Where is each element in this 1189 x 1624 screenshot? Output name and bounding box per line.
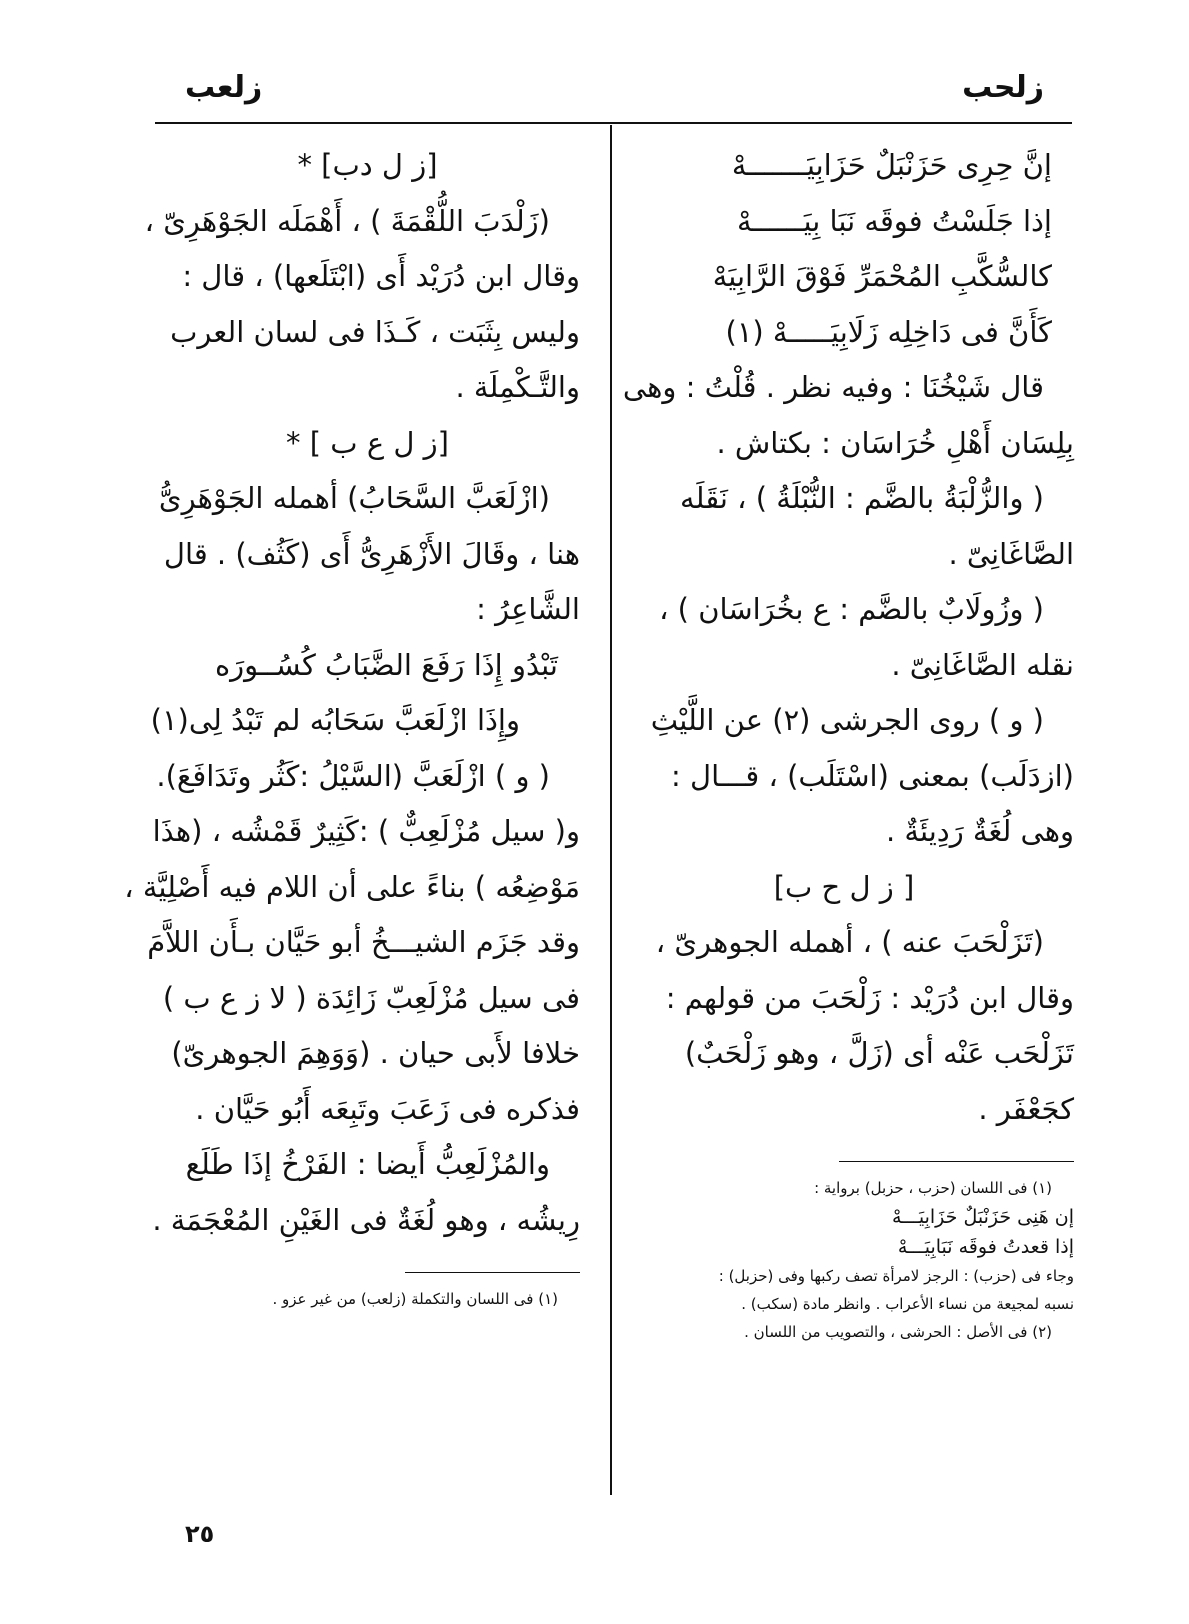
text-line: والمُزْلَعِبُّ أَيضا : الفَرْخُ إذَا طَلَع	[185, 1147, 550, 1181]
entry-heading: [ز ل دب] *	[297, 148, 438, 182]
page-number: ٢٥	[185, 1520, 215, 1548]
text-line: الشَّاعِرُ :	[476, 592, 580, 626]
footnote-line: (٢) فى الأصل : الحرشى ، والتصويب من اللسان .	[744, 1323, 1052, 1341]
footnote-line: (١) فى اللسان (حزب ، حزبل) برواية :	[814, 1179, 1052, 1197]
text-line: و( سيل مُزْلَعِبٌّ ) :كَثِيرٌ قَمْشُه ، (هذَا	[152, 814, 580, 848]
footnote-rule	[405, 1272, 580, 1273]
footnote-line: (١) فى اللسان والتكملة (زلعب) من غير عزو .	[272, 1290, 558, 1308]
entry-heading: [ ز ل ح ب]	[773, 869, 915, 904]
footnote-line: وجاء فى (حزب) : الرجز لامرأة تصف ركبها وفى (حزبل) :	[718, 1267, 1074, 1285]
text-line: نقله الصَّاغَانِىّ .	[891, 647, 1074, 682]
header-word-right: زلحب	[962, 70, 1044, 105]
header-word-left: زلعب	[185, 70, 263, 105]
footnote-verse: إذا قعدتُ فوقَه نَبَابِيَـــهْ	[897, 1236, 1074, 1258]
text-line: وليس بِثَبَت ، كَـذَا فى لسان العرب	[170, 314, 580, 349]
text-line: وقد جَزَم الشيـــخُ أبو حَيَّان بـأَن اللاَّمَ	[147, 925, 580, 959]
footnote-line: نسبه لمجيعة من نساء الأعراب . وانظر مادة (سكب) .	[741, 1295, 1074, 1313]
text-line: قال شَيْخُنَا : وفيه نظر . قُلْتُ : وهى	[622, 370, 1044, 404]
verse-line: كالسُّكَّبِ المُحْمَرِّ فَوْقَ الرَّابِيَهْ	[712, 259, 1052, 293]
text-line: (زَلْدَبَ اللُّقْمَةَ ) ، أَهْمَلَه الجَوْهَرِىّ ،	[144, 203, 550, 238]
footnote-verse: إن هَنِى حَزَنْبَلٌ حَزَابِيَـــهْ	[892, 1206, 1074, 1228]
verse-line: إنَّ حِرِى حَزَنْبَلٌ حَزَابِيَـــــــهْ	[731, 148, 1052, 182]
text-line: وقال ابن دُرَيْد أَى (ابْتَلَعها) ، قال :	[182, 259, 580, 293]
text-line: تَزَلْحَب عَنْه أى (زَلَّ ، وهو زَلْحَبٌ)	[684, 1036, 1074, 1070]
text-line: (تَزَلْحَبَ عنه ) ، أهمله الجوهرىّ ،	[655, 925, 1044, 959]
text-line: فذكره فى زَعَبَ وتَبِعَه أَبُو حَيَّان .	[195, 1091, 580, 1126]
text-line: فى سيل مُزْلَعِبّ زَائِدَة ( لا ز ع ب )	[162, 980, 580, 1015]
text-line: وقال ابن دُرَيْد : زَلْحَبَ من قولهم :	[665, 980, 1074, 1015]
verse-line: إذا جَلَسْتُ فوقَه نَبَا بِيَــــــهْ	[736, 203, 1052, 238]
column-divider	[610, 125, 612, 1495]
entry-heading: [ز ل ع ب ] *	[286, 425, 449, 460]
text-line: ( و ) روى الجرشى (٢) عن اللَّيْثِ	[650, 703, 1044, 737]
text-line: (ازْلَعَبَّ السَّحَابُ) أهمله الجَوْهَرِىُّ	[158, 481, 550, 515]
text-line: ( و ) ازْلَعَبَّ (السَّيْلُ :كَثُر وتَدَافَعَ).	[156, 758, 550, 793]
text-line: ( والزُّلْبَةُ بالضَّم : النُّبْلَةُ ) ، نَقَلَه	[680, 481, 1044, 515]
text-line: رِيشُه ، وهو لُغَةٌ فى الغَيْنِ المُعْجَمَة .	[152, 1202, 580, 1237]
text-line: (ازدَلَب) بمعنى (اسْتَلَب) ، قـــال :	[671, 758, 1074, 793]
header-rule	[155, 122, 1072, 124]
verse-line: وإِذَا ازْلَعَبَّ سَحَابُه لم تَبْدُ لِى(١)	[150, 703, 520, 737]
text-line: هنا ، وقَالَ الأَزْهَرِىُّ أَى (كَثُف) . قال	[163, 536, 580, 571]
verse-line: كَأَنَّ فى دَاخِلِه زَلَابِيَـــــهْ (١)	[725, 314, 1052, 349]
verse-line: تَبْدُو إِذَا رَفَعَ الضَّبَابُ كُسُــورَه	[214, 647, 558, 682]
text-line: وهى لُغَةٌ رَدِيئَةٌ .	[885, 814, 1074, 848]
text-line: مَوْضِعُه ) بناءً على أن اللام فيه أَصْلِيَّة ،	[124, 869, 580, 904]
text-line: ( وزُولَابٌ بالضَّم : ع بخُرَاسَان ) ،	[659, 592, 1044, 626]
text-line: كجَعْفَر .	[978, 1091, 1074, 1126]
text-line: والتَّـكْمِلَة .	[455, 370, 580, 404]
footnote-rule	[839, 1161, 1074, 1162]
text-line: الصَّاغَانِىّ .	[948, 536, 1074, 571]
text-line: خلافا لأَبى حيان . (وَوَهِمَ الجوهرىّ)	[171, 1036, 580, 1070]
right-column	[614, 138, 1074, 1346]
text-line: بِلِسَان أَهْلِ خُرَاسَان : بكتاش .	[716, 425, 1074, 460]
left-column	[124, 138, 580, 1313]
